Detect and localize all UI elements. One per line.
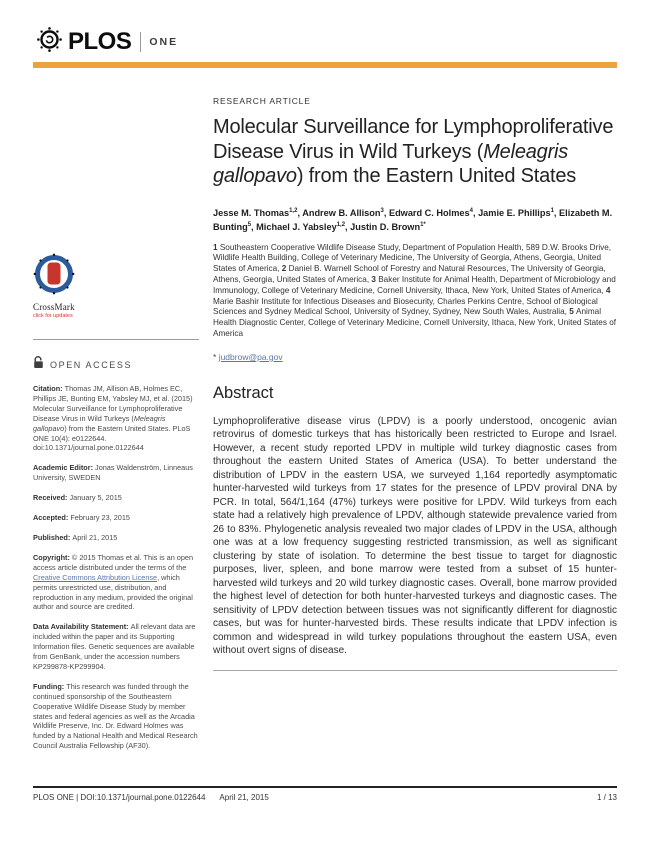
article-main [213, 96, 617, 671]
journal-header [36, 26, 178, 58]
open-lock-icon [33, 356, 44, 374]
copyright-note: Copyright: © 2015 Thomas et al. This is an open access article distributed under the terms of the Creative Commons Attribution License, which permits unrestricted use, distribution, and reproduction in any medium, provided the original author and source are credited. [33, 552, 194, 612]
header-rule [33, 62, 617, 68]
open-access-label: OPEN ACCESS [50, 360, 133, 370]
abstract-heading: Abstract [213, 383, 274, 402]
footer-date: April 21, 2015 [219, 793, 269, 802]
author: Jesse M. Thomas$^{1,2}$, [213, 207, 303, 218]
author: Justin D. Brown$^{1*}$ [350, 222, 426, 233]
accepted-note: Accepted: February 23, 2015 [33, 513, 130, 523]
article-sidebar [33, 253, 199, 751]
page-footer [33, 786, 617, 802]
page-number: 1 / 13 [596, 793, 617, 802]
crossmark-label: CrossMark [33, 302, 75, 312]
affiliation-number: 2 [281, 264, 289, 274]
author: Elizabeth M. Bunting$^5$, [213, 207, 613, 233]
crossmark-subtitle: click for updates [33, 313, 73, 319]
affiliation-number: 5 [569, 307, 577, 317]
corresponding-line [213, 352, 617, 362]
crossmark-icon [33, 282, 75, 299]
author: Edward C. Holmes$^4$, [388, 207, 479, 218]
plos-logo-icon [36, 26, 63, 58]
species-name: Meleagris gallopavo [213, 140, 569, 187]
affiliations: 1 Southeastern Cooperative Wildlife Disease Study, Department of Population Health, 589 D.W. Brooks Drive, Wildlife Health Building, College of Veterinary Medicine, The University of Georgia, Athens, Georgia, United States of America, 2 Daniel B. Warnell School of Forestry and Natural Resources, The University of Georgia, Athens, Georgia, United States of America, 3 Baker Institute for Animal Health, Department of Microbiology and Immunology, College of Veterinary Medicine, Cornell University, Ithaca, New York, United States of America, 4 Marie Bashir Institute for Infectious Diseases and Biosecurity, Charles Perkins Centre, School of Biological Sciences and Sydney Medical School, University of Sydney, Sydney, New South Wales, Australia, 5 Animal Health Diagnostic Center, College of Veterinary Medicine, Cornell University, Ithaca, New York, United States of America [213, 242, 617, 338]
received-note: Received: January 5, 2015 [33, 493, 122, 503]
crossmark-badge[interactable] [33, 253, 103, 319]
affiliation-number: 4 [605, 285, 611, 295]
sidebar-notes [33, 384, 199, 751]
plos-wordmark: PLOS [68, 28, 132, 55]
brand-divider [140, 32, 141, 52]
data-availability-note: Data Availability Statement: All relevant data are included within the paper and its Supporting Information files. Genetic sequences are available from GenBank, under the accession numbers KP299878-KP299904. [33, 622, 196, 671]
footer-citation: PLOS ONE | DOI:10.1371/journal.pone.0122644 April 21, 2015 [33, 793, 269, 802]
funding-note: Funding: This research was funded through the continued sponsorship of the Southeastern Cooperative Wildlife Disease Study by member states and federal agencies as well as the Arcadia Wildlife Preserve, Inc. Dr. Edward Holmes was funded by a National Health and Medical Research Council Australia Fellowship (AF30). [33, 681, 198, 751]
author: Michael J. Yabsley$^{1,2}$, [256, 222, 351, 233]
abstract-divider [213, 670, 617, 671]
academic-editor-note: Academic Editor: Jonas Waldenström, Linneaus University, SWEDEN [33, 463, 193, 483]
corresponding-email-link[interactable]: judbrow@pa.gov [218, 351, 283, 362]
affiliation-number: 3 [371, 275, 379, 285]
author: Andrew B. Allison$^3$, [302, 207, 389, 218]
published-note: Published: April 21, 2015 [33, 532, 118, 542]
open-access-row [33, 356, 199, 374]
corresponding-marker: * [213, 351, 217, 362]
cc-license-link[interactable]: Creative Commons Attribution License [33, 572, 158, 582]
article-type-kicker: RESEARCH ARTICLE [213, 96, 311, 106]
journal-name: ONE [149, 36, 179, 48]
abstract-text: Lymphoproliferative disease virus (LPDV) is a poorly understood, oncogenic avian retrovirus of domestic turkeys that has historically been restricted to Europe and Israel. However, a recent study reported LPDV in multiple wild turkey diagnostic cases from throughout the eastern United States of America (USA). To better understand the distribution of LPDV in the eastern USA, we surveyed 1,164 reportedly asymptomatic hunter-harvested wild turkeys from 17 states for the presence of LPDV proviral DNA by PCR. In total, 564/1,164 (47%) turkeys were positive for LPDV. Wild turkeys from each state had a relatively high prevalence of LPDV, although statewide prevalence varied from 26 to 83%. Phylogenetic analysis revealed two major clades of LPDV in the USA, although one was at a low frequency suggesting restricted transmission, as well as significant clustering by state of isolation. To determine the best tissue to target for diagnostic purposes, liver, spleen, and bone marrow were tested from a subset of 15 hunter-harvested wild turkeys and 20 wild turkey diagnostic cases. Overall, bone marrow provided the highest level of detection for both hunter-harvested turkeys and diagnostic cases. The sensitivity of LPDV detection between tissues was not significantly different for diagnostic cases, but was for hunter-harvested birds. These results indicate that LPDV infection is common and widespread in wild turkey populations throughout the eastern USA, even without overt signs of disease. [213, 415, 617, 657]
sidebar-divider [33, 339, 199, 340]
affiliation-number: 1 [213, 242, 220, 252]
article-title: Molecular Surveillance for Lymphoproliferative Disease Virus in Wild Turkeys (Meleagris gallopavo) from the Eastern United States [213, 116, 614, 187]
author: Jamie E. Phillips$^1$, [478, 207, 560, 218]
author-line [213, 205, 617, 234]
citation-note: Citation: Thomas JM, Allison AB, Holmes EC, Phillips JE, Bunting EM, Yabsley MJ, et al. (2015) Molecular Surveillance for Lymphoproliferative Disease Virus in Wild Turkeys (Meleagris gallopavo) from the Eastern United States. PLoS ONE 10(4): e0122644. doi:10.1371/journal.pone.0122644 [33, 384, 193, 453]
